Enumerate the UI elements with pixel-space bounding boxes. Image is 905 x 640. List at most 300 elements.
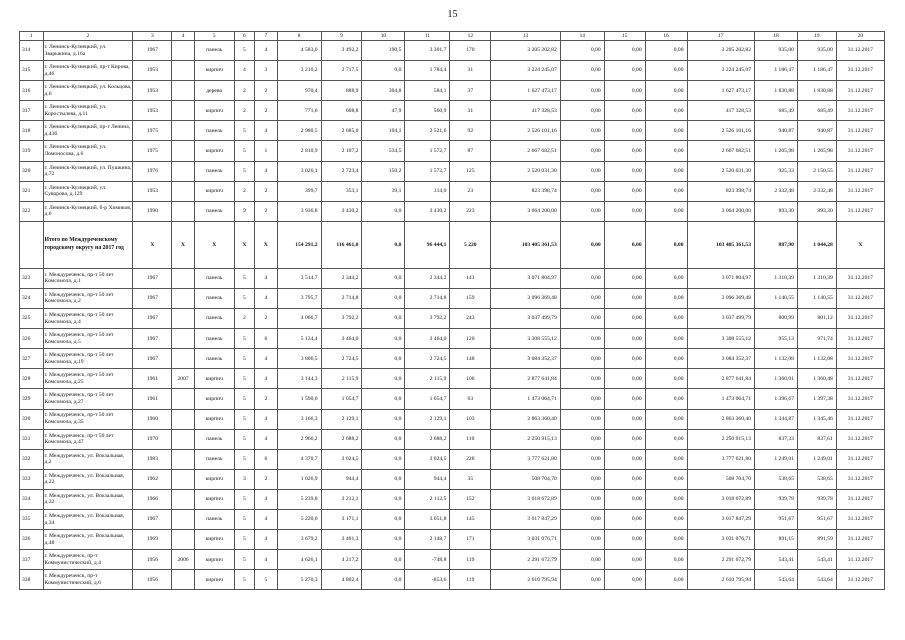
subtotal-cell: 887,90 (755, 221, 798, 268)
column-number: 14 (560, 32, 604, 41)
table-cell: 3 212,1 (321, 489, 362, 509)
table-cell: 31.12.2017 (836, 570, 884, 590)
table-row (20, 349, 885, 369)
table-cell: 1 140,55 (755, 288, 798, 308)
table-cell: 47,9 (362, 101, 405, 121)
table-cell: 1 572,7 (405, 141, 450, 161)
table-cell: 141 (450, 268, 491, 288)
table-cell: 3 024,5 (321, 449, 362, 469)
table-cell: 508 704,70 (491, 469, 561, 489)
table-cell: 31.12.2017 (836, 550, 884, 570)
table-cell: 1 473 064,71 (491, 389, 561, 409)
subtotal-cell: 116 461,0 (321, 221, 362, 268)
address-cell: г. Междуреченск, пр-т Коммунистический, д.4 (43, 550, 133, 570)
table-cell: 31.12.2017 (836, 530, 884, 550)
table-row (20, 369, 885, 389)
table-cell: 3 777 621,80 (491, 449, 561, 469)
table-row (20, 288, 885, 308)
table-cell: 0,00 (645, 429, 687, 449)
table-cell: кирпич (194, 61, 234, 81)
table-cell: 939,78 (797, 489, 836, 509)
table-cell: 31.12.2017 (836, 469, 884, 489)
table-cell: 955,13 (755, 329, 798, 349)
table-cell: 0,0 (362, 550, 405, 570)
column-number: 5 (194, 32, 234, 41)
subtotal-row (20, 221, 885, 268)
address-cell: г. Междуреченск, пр-т 50 лет Комсомола, д.47 (43, 429, 133, 449)
table-cell: 2 (255, 469, 277, 489)
table-cell: 5 (234, 141, 254, 161)
table-cell (172, 141, 194, 161)
table-cell: 1990 (133, 201, 172, 221)
address-cell: г. Междуреченск, ул. Вокзальная, д.48 (43, 530, 133, 550)
table-cell: 0,00 (604, 409, 645, 429)
table-cell: 837,33 (755, 429, 798, 449)
table-cell: 0,00 (560, 161, 604, 181)
address-cell: г. Ленинск-Кузнецкий, ул. Кольцова, д.6 (43, 81, 133, 101)
table-cell: 4 (234, 61, 254, 81)
table-cell: 31.12.2017 (836, 369, 884, 389)
table-cell: 1 360,01 (755, 369, 798, 389)
subtotal-cell: 103 405 361,53 (687, 221, 754, 268)
address-cell: г. Междуреченск, пр-т 50 лет Комсомола, д.5 (43, 329, 133, 349)
table-cell: 0,00 (604, 509, 645, 529)
table-cell: 4 (255, 288, 277, 308)
table-cell: 2 688,2 (405, 429, 450, 449)
table-cell: 3 679,2 (277, 530, 321, 550)
table-cell: 0,00 (604, 329, 645, 349)
table-cell: 1956 (133, 570, 172, 590)
subtotal-cell: 0,00 (604, 221, 645, 268)
table-cell: 322 (20, 201, 44, 221)
table-cell: 31.12.2017 (836, 181, 884, 201)
table-cell: 2 526 101,16 (491, 121, 561, 141)
table-cell: 3 224 245,07 (491, 61, 561, 81)
table-cell: 3 026,1 (277, 161, 321, 181)
table-cell: 0,00 (604, 530, 645, 550)
table-cell: панель (194, 41, 234, 61)
table-cell: 1 249,01 (797, 449, 836, 469)
table-cell: 31.12.2017 (836, 121, 884, 141)
column-number-row (20, 32, 885, 41)
table-cell: 2 520 031,30 (687, 161, 754, 181)
table-row (20, 141, 885, 161)
subtotal-cell: 103 405 361,53 (491, 221, 561, 268)
table-cell: 0,00 (560, 429, 604, 449)
table-cell: 2 250 915,13 (687, 429, 754, 449)
table-cell: 326 (20, 329, 44, 349)
table-cell: 336 (20, 530, 44, 550)
table-cell: 0,00 (604, 570, 645, 590)
table-cell: кирпич (194, 369, 234, 389)
table-cell: 0,0 (362, 369, 405, 389)
table-cell: 3 018 672,89 (687, 489, 754, 509)
table-cell: 3 166,3 (277, 409, 321, 429)
table-cell: 2 (255, 201, 277, 221)
subtotal-cell: X (133, 221, 172, 268)
table-cell: 119 (450, 570, 491, 590)
table-cell: 0,00 (604, 550, 645, 570)
address-cell: г. Междуреченск, пр-т 50 лет Комсомола, д.27 (43, 389, 133, 409)
table-cell: 2 291 672,79 (687, 550, 754, 570)
table-cell: 608,8 (321, 101, 362, 121)
column-number: 16 (645, 32, 687, 41)
table-cell: 0,00 (645, 349, 687, 369)
table-cell: 106 (450, 369, 491, 389)
table-cell: 190,5 (362, 41, 405, 61)
table-cell: 5 220,6 (277, 509, 321, 529)
table-cell: 3 777 621,80 (687, 449, 754, 469)
table-cell: 152 (450, 489, 491, 509)
table-cell: 1960 (133, 409, 172, 429)
table-cell: 3 795,7 (277, 288, 321, 308)
table-cell: 940,87 (797, 121, 836, 141)
table-cell: 1967 (133, 509, 172, 529)
table-row (20, 309, 885, 329)
table-cell: 2 129,1 (321, 409, 362, 429)
table-cell: кирпич (194, 489, 234, 509)
table-cell: 31.12.2017 (836, 349, 884, 369)
table-row (20, 101, 885, 121)
table-cell: 0,00 (560, 181, 604, 201)
table-cell: 3 071 804,97 (491, 268, 561, 288)
table-cell: 223 (450, 201, 491, 221)
table-cell: 2 (234, 309, 254, 329)
table-cell: 0,0 (362, 389, 405, 409)
table-cell: 2 685,0 (321, 121, 362, 141)
address-cell: г. Междуреченск, пр-т 50 лет Комсомола, д.2 (43, 288, 133, 308)
address-cell: г. Ленинск-Кузнецкий, пр-т Ленина, д.43б (43, 121, 133, 141)
table-cell: 145 (450, 509, 491, 529)
table-cell: 0,00 (645, 101, 687, 121)
table-cell: 0,00 (560, 309, 604, 329)
table-cell: 0,00 (604, 449, 645, 469)
table-cell: 3 430,2 (405, 201, 450, 221)
table-row (20, 509, 885, 529)
table-cell: 148 (450, 349, 491, 369)
table-cell: кирпич (194, 469, 234, 489)
table-cell: 110 (450, 429, 491, 449)
table-cell: 31.12.2017 (836, 309, 884, 329)
table-cell: 5 270,3 (277, 570, 321, 590)
table-cell: 1953 (133, 81, 172, 101)
table-cell: 2 724,5 (321, 349, 362, 369)
table-cell: 1970 (133, 429, 172, 449)
table-cell: 5 (234, 530, 254, 550)
table-cell: 3 171,1 (321, 509, 362, 529)
table-cell: 888,9 (321, 81, 362, 101)
table-cell: 150,2 (362, 161, 405, 181)
table-cell: 685,49 (755, 101, 798, 121)
table-cell: 3 031 076,71 (491, 530, 561, 550)
table-cell: 3 205 202,82 (491, 41, 561, 61)
table-cell: 1969 (133, 530, 172, 550)
table-cell: 1 186,47 (797, 61, 836, 81)
table-cell: 0,0 (362, 329, 405, 349)
table-cell: 332 (20, 449, 44, 469)
table-cell: 4 626,1 (277, 550, 321, 570)
table-cell: 3 037 499,79 (687, 309, 754, 329)
table-cell: 31.12.2017 (836, 81, 884, 101)
table-cell: 0,0 (362, 429, 405, 449)
table-cell: 3 096 369,48 (491, 288, 561, 308)
table-cell: 6 (255, 329, 277, 349)
table-cell: 335 (20, 509, 44, 529)
column-number: 2 (43, 32, 133, 41)
table-cell: 159 (450, 288, 491, 308)
table-cell: 5 (234, 268, 254, 288)
table-cell: 944,4 (321, 469, 362, 489)
table-cell: 1 132,08 (755, 349, 798, 369)
table-cell: 0,0 (362, 489, 405, 509)
table-cell (172, 429, 194, 449)
table-cell: 3 031 076,71 (687, 530, 754, 550)
address-cell: г. Междуреченск, пр-т 50 лет Комсомола, д.4 (43, 309, 133, 329)
table-cell: 4 (255, 268, 277, 288)
table-cell: панель (194, 329, 234, 349)
table-cell: 316 (20, 81, 44, 101)
table-cell: 31.12.2017 (836, 268, 884, 288)
table-cell: 891,59 (797, 530, 836, 550)
table-cell: 63 (450, 389, 491, 409)
table-cell: 1 344,87 (755, 409, 798, 429)
table-cell: 2 521,6 (405, 121, 450, 141)
table-cell: 0,00 (645, 81, 687, 101)
table-cell: 31.12.2017 (836, 201, 884, 221)
table-cell: 2 107,2 (321, 141, 362, 161)
table-cell: 1976 (133, 161, 172, 181)
table-cell: 0,00 (560, 489, 604, 509)
table-cell: 0,00 (645, 509, 687, 529)
table-cell: 338 (20, 570, 44, 590)
table-cell (172, 161, 194, 181)
table-cell: 2 (255, 389, 277, 409)
table-cell: 0,00 (560, 41, 604, 61)
table-cell: 1983 (133, 449, 172, 469)
table-cell: 800,99 (755, 309, 798, 329)
table-cell: 1 140,55 (797, 288, 836, 308)
table-row (20, 201, 885, 221)
table-cell: 0,00 (604, 369, 645, 389)
table-cell: 4 (255, 41, 277, 61)
table-cell: 2 526 101,16 (687, 121, 754, 141)
table-cell: 31.12.2017 (836, 141, 884, 161)
table-cell: 353,1 (321, 181, 362, 201)
table-cell: 4 (255, 161, 277, 181)
table-cell: 0,00 (604, 288, 645, 308)
table-cell: 0,00 (604, 349, 645, 369)
table-cell (172, 181, 194, 201)
table-cell: 323 (20, 268, 44, 288)
table-cell: 0,00 (604, 429, 645, 449)
table-cell: 5 (234, 509, 254, 529)
table-cell: 538,65 (797, 469, 836, 489)
table-cell: 0,00 (645, 141, 687, 161)
column-number: 1 (20, 32, 44, 41)
table-cell: 0,0 (362, 309, 405, 329)
table-cell: 823 398,74 (491, 181, 561, 201)
table-cell: 333 (20, 469, 44, 489)
table-cell: 2 115,9 (405, 369, 450, 389)
table-cell: 6 (255, 449, 277, 469)
column-number: 20 (836, 32, 884, 41)
table-cell: 0,00 (645, 550, 687, 570)
address-cell: г. Ленинск-Кузнецкий, ул. Суворова, д.129 (43, 181, 133, 201)
table-cell: 5 (234, 409, 254, 429)
table-cell (172, 530, 194, 550)
table-row (20, 429, 885, 449)
table-cell: 5 (234, 389, 254, 409)
table-cell: панель (194, 288, 234, 308)
table-cell: 0,00 (560, 329, 604, 349)
address-cell: г. Ленинск-Кузнецкий, пр-т Кирова, д.46 (43, 61, 133, 81)
table-cell: 4 (255, 489, 277, 509)
table-cell: 0,0 (362, 469, 405, 489)
table-cell: 4 (255, 121, 277, 141)
subtotal-cell (20, 221, 44, 268)
column-number: 10 (362, 32, 405, 41)
column-number: 17 (687, 32, 754, 41)
table-cell: 0,00 (604, 489, 645, 509)
table-cell: 103 (450, 409, 491, 429)
table-row (20, 489, 885, 509)
table-cell: 0,0 (362, 349, 405, 369)
table-cell: 39,1 (362, 181, 405, 201)
table-cell: 893,30 (755, 201, 798, 221)
table-cell: 1 590,6 (277, 389, 321, 409)
table-cell: 2 877 641,84 (687, 369, 754, 389)
table-cell: 3 308 555,12 (491, 329, 561, 349)
table-cell: 971,74 (797, 329, 836, 349)
column-number: 18 (755, 32, 798, 41)
table-cell: 3 792,2 (405, 309, 450, 329)
table-cell: 2 344,2 (405, 268, 450, 288)
column-number: 7 (255, 32, 277, 41)
table-cell: 2 (255, 181, 277, 201)
table-cell: 1 396,67 (755, 389, 798, 409)
table-cell: 0,00 (604, 141, 645, 161)
table-cell: 543,41 (797, 550, 836, 570)
table-cell: 543,41 (755, 550, 798, 570)
table-cell: 0,0 (362, 201, 405, 221)
table-cell: 0,00 (604, 61, 645, 81)
table-cell: 5 (234, 429, 254, 449)
table-cell: 0,00 (645, 409, 687, 429)
table-row (20, 409, 885, 429)
table-cell: 0,0 (362, 409, 405, 429)
column-number: 19 (797, 32, 836, 41)
table-cell: 0,00 (604, 121, 645, 141)
table-cell: 508 704,70 (687, 469, 754, 489)
column-number: 4 (172, 32, 194, 41)
table-cell: 823 398,74 (687, 181, 754, 201)
table-cell (172, 288, 194, 308)
table-cell: 0,00 (604, 161, 645, 181)
table-cell (172, 61, 194, 81)
table-cell: 534,5 (362, 141, 405, 161)
table-cell (172, 409, 194, 429)
table-cell: 0,00 (560, 101, 604, 121)
table-cell: 538,65 (755, 469, 798, 489)
table-cell: 3 301,7 (405, 41, 450, 61)
table-cell: 925,33 (755, 161, 798, 181)
table-cell: 1 186,47 (755, 61, 798, 81)
housing-register-table (19, 31, 885, 590)
table-cell: 2 (234, 101, 254, 121)
table-cell: 327 (20, 349, 44, 369)
table-cell: 5 (234, 329, 254, 349)
table-cell: 2 291 672,79 (491, 550, 561, 570)
table-cell: 2 714,8 (405, 288, 450, 308)
table-cell: 4 583,0 (277, 41, 321, 61)
table-cell: 0,00 (560, 409, 604, 429)
table-cell: 3 024,5 (405, 449, 450, 469)
table-cell: 5 (234, 288, 254, 308)
table-cell: 3 205 202,82 (687, 41, 754, 61)
table-cell: 314,0 (405, 181, 450, 201)
table-cell: 1 345,46 (797, 409, 836, 429)
table-cell: 5 (234, 121, 254, 141)
table-cell: 304,8 (362, 81, 405, 101)
table-cell: кирпич (194, 181, 234, 201)
table-cell: 2 520 031,30 (491, 161, 561, 181)
table-cell: 0,00 (645, 530, 687, 550)
table-cell (172, 329, 194, 349)
table-cell: 0,00 (604, 389, 645, 409)
table-cell: 2 717,5 (321, 61, 362, 81)
table-cell: 4 (255, 349, 277, 369)
table-cell (172, 81, 194, 101)
table-cell: 0,0 (362, 509, 405, 529)
table-cell: 939,78 (755, 489, 798, 509)
table-cell: 5 134,4 (277, 329, 321, 349)
table-cell: 0,00 (560, 550, 604, 570)
table-cell: 3 064 200,00 (687, 201, 754, 221)
table-row (20, 469, 885, 489)
table-cell: 5 (234, 161, 254, 181)
table-cell: 2 610 795,94 (491, 570, 561, 590)
table-cell: 31.12.2017 (836, 288, 884, 308)
table-cell: 801,12 (797, 309, 836, 329)
table-cell: 1 249,01 (755, 449, 798, 469)
table-cell: 315 (20, 61, 44, 81)
table-cell (172, 449, 194, 469)
table-cell: 31 (450, 101, 491, 121)
table-row (20, 161, 885, 181)
table-cell: 4 802,4 (321, 570, 362, 590)
table-cell: 23 (450, 181, 491, 201)
table-cell: 3 464,0 (321, 329, 362, 349)
table-cell: 935,00 (797, 41, 836, 61)
table-cell: 1 (255, 141, 277, 161)
table-cell: 120 (450, 329, 491, 349)
table-cell: 940,87 (755, 121, 798, 141)
table-row (20, 181, 885, 201)
table-cell (172, 41, 194, 61)
table-cell: 4 (255, 409, 277, 429)
table-cell: 2 714,8 (321, 288, 362, 308)
table-cell: 1 054,7 (321, 389, 362, 409)
table-cell: 9 (234, 201, 254, 221)
table-cell: 5 (234, 489, 254, 509)
address-cell: г. Междуреченск, ул. Вокзальная, д.32 (43, 489, 133, 509)
table-cell: панель (194, 268, 234, 288)
table-cell: 0,0 (362, 268, 405, 288)
table-cell: 3 051,8 (405, 509, 450, 529)
table-cell: 891,15 (755, 530, 798, 550)
table-cell: 5 239,8 (277, 489, 321, 509)
table-cell: 1 310,39 (755, 268, 798, 288)
